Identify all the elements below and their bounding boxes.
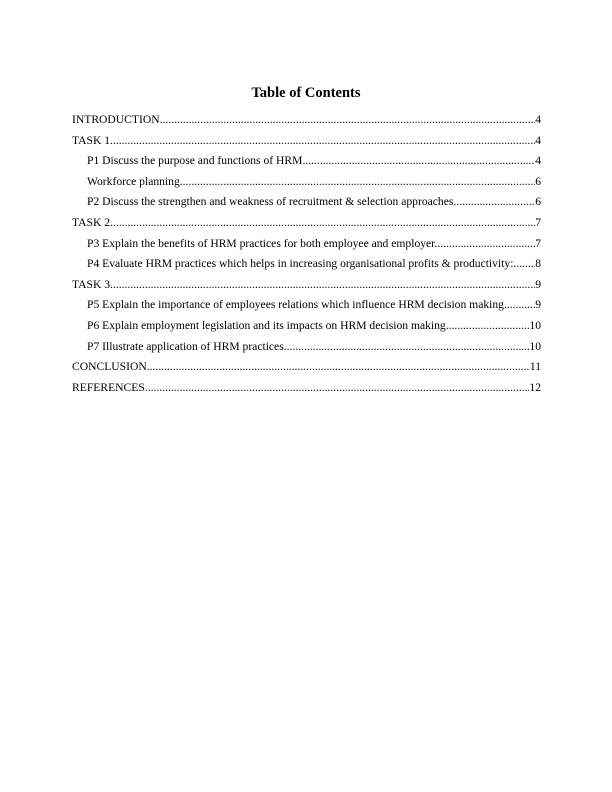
toc-entry-workforce-planning[interactable] (72, 175, 541, 196)
toc-entry-page: 4 (535, 133, 541, 147)
toc-entry-introduction[interactable] (72, 113, 541, 134)
toc-entry-label: INTRODUCTION (72, 113, 160, 126)
toc-entry-label: P4 Evaluate HRM practices which helps in increasing organisational profits & productivity: (87, 257, 514, 271)
toc-entry-label: P2 Discuss the strengthen and weakness of recruitment & selection approaches. (87, 195, 457, 209)
toc-entry-page: 12 (529, 380, 541, 394)
toc-leader-dots (449, 319, 530, 333)
toc-entry-label: Workforce planning (87, 174, 180, 188)
toc-entry-label: P3 Explain the benefits of HRM practices for both employee and employer. (87, 236, 438, 250)
toc-leader-dots (302, 154, 535, 168)
toc-leader-dots (110, 216, 535, 230)
toc-entry-page: 4 (535, 154, 541, 168)
toc-leader-dots (160, 113, 536, 127)
toc-entry-label: TASK 3 (72, 277, 111, 291)
toc-leader-dots (513, 257, 535, 271)
toc-entry-page: 6 (535, 195, 541, 209)
toc-leader-dots (180, 175, 535, 189)
toc-leader-dots (145, 381, 530, 395)
toc-leader-dots (437, 237, 535, 251)
toc-entry-label: P1 Discuss the purpose and functions of HRM (87, 154, 303, 168)
toc-entry-p5[interactable] (72, 298, 541, 319)
toc-entry-p7[interactable] (72, 340, 541, 361)
toc-entry-page: 9 (535, 298, 541, 312)
toc-entry-label: P5 Explain the importance of employees relations which influence HRM decision making. (87, 298, 507, 312)
toc-entry-page: 6 (535, 174, 541, 188)
toc-entry-page: 10 (529, 339, 541, 353)
toc-entry-page: 9 (535, 277, 541, 291)
toc-entry-page: 4 (535, 113, 541, 126)
toc-leader-dots (456, 195, 535, 209)
toc-entry-task-2[interactable] (72, 216, 541, 237)
toc-entry-page: 7 (535, 236, 541, 250)
toc-entry-label: REFERENCES (72, 380, 145, 394)
toc-leader-dots (110, 134, 535, 148)
toc-title: Table of Contents (251, 85, 361, 101)
toc-leader-dots (507, 298, 535, 312)
toc-entry-page: 8 (535, 257, 541, 271)
toc-entry-p1[interactable] (72, 154, 541, 175)
toc-entry-label: CONCLUSION (72, 360, 147, 374)
toc-leader-dots (287, 340, 530, 354)
toc-entry-p4[interactable] (72, 257, 541, 278)
toc-entry-page: 7 (535, 215, 541, 229)
toc-entry-label: P7 Illustrate application of HRM practices. (87, 339, 287, 353)
toc-entry-page: 11 (529, 360, 541, 374)
toc-entry-conclusion[interactable] (72, 360, 541, 381)
toc-entry-p3[interactable] (72, 237, 541, 258)
toc-entry-p6[interactable] (72, 319, 541, 340)
toc-entry-task-3[interactable] (72, 278, 541, 299)
toc-entry-page: 10 (529, 318, 541, 332)
toc-entry-task-1[interactable] (72, 134, 541, 155)
toc-leader-dots (110, 278, 535, 292)
toc-entry-label: TASK 1 (72, 133, 111, 147)
toc-entry-label: TASK 2 (72, 215, 111, 229)
toc-entry-p2[interactable] (72, 195, 541, 216)
table-of-contents (72, 113, 541, 401)
toc-entry-references[interactable] (72, 381, 541, 402)
toc-entry-label: P6 Explain employment legislation and its impacts on HRM decision making. (87, 318, 449, 332)
toc-leader-dots (147, 360, 530, 374)
